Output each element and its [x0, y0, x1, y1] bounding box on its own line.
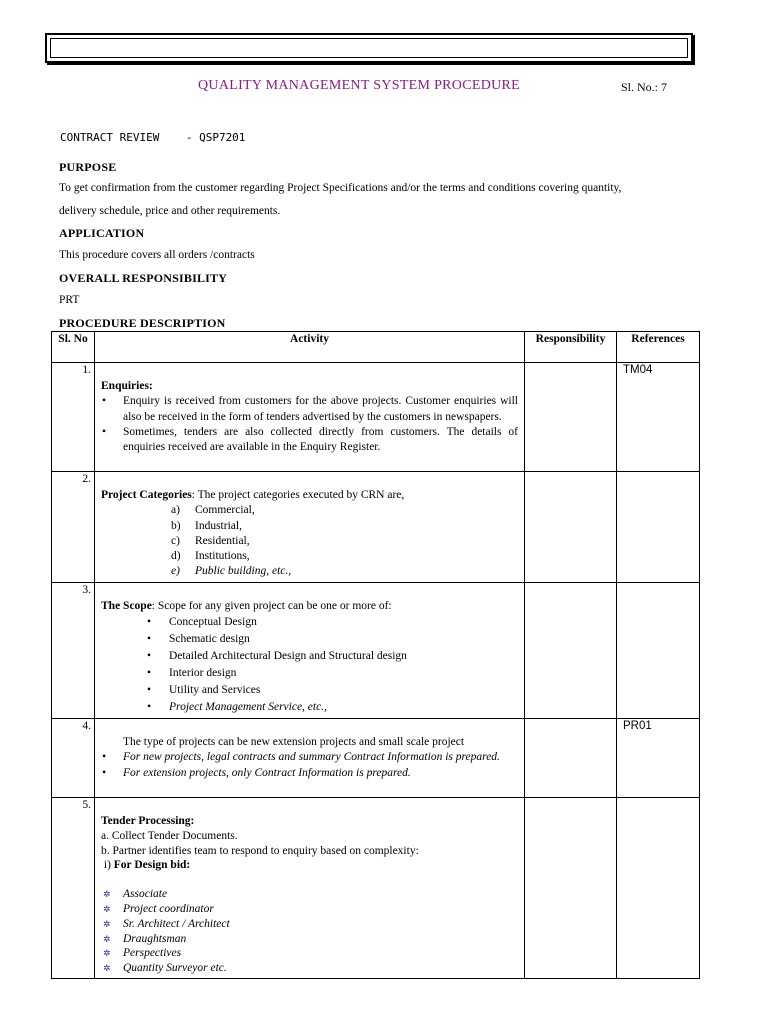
- table-row: [52, 472, 700, 583]
- row-number: 4.: [52, 719, 95, 798]
- list-item: • Project Management Service, etc.,: [101, 699, 518, 716]
- star-bullet-icon: ✲: [103, 963, 111, 974]
- reference-cell: [617, 472, 700, 583]
- col-header-slno: Sl. No: [52, 332, 95, 363]
- list-item: ✲ Sr. Architect / Architect: [103, 917, 230, 930]
- categories-title: Project Categories: [101, 489, 192, 501]
- list-item: ✲ Associate: [103, 888, 168, 901]
- list-item: ✲ Perspectives: [103, 947, 182, 960]
- responsibility-cell: [525, 798, 617, 979]
- reference-cell: TM04: [617, 363, 700, 472]
- list-item: ✲ Quantity Surveyor etc.: [103, 962, 227, 975]
- col-header-activity: Activity: [95, 332, 525, 363]
- list-item: d) Institutions,: [171, 550, 250, 563]
- enquiries-title: Enquiries:: [101, 380, 153, 392]
- row-number: 2.: [52, 472, 95, 583]
- activity-cell: [95, 719, 525, 798]
- categories-intro: : The project categories executed by CRN are,: [191, 489, 405, 501]
- tender-title: Tender Processing:: [101, 815, 195, 828]
- list-item: • Schematic design: [101, 631, 518, 648]
- reference-cell: [617, 582, 700, 718]
- responsibility-cell: [525, 472, 617, 583]
- purpose-heading: PURPOSE: [59, 160, 117, 174]
- star-bullet-icon: ✲: [103, 948, 111, 959]
- list-item: • Conceptual Design: [101, 614, 518, 631]
- procedure-code: CONTRACT REVIEW - QSP7201: [60, 131, 246, 144]
- responsibility-cell: [525, 363, 617, 472]
- responsibility-heading: OVERALL RESPONSIBILITY: [59, 271, 228, 285]
- row-number: 5.: [52, 798, 95, 979]
- responsibility-text: PRT: [59, 294, 80, 306]
- procedure-table: [51, 331, 700, 979]
- activity-cell: [95, 582, 525, 718]
- scope-intro: : Scope for any given project can be one or more of:: [151, 599, 392, 612]
- row-number: 1.: [52, 363, 95, 472]
- table-row: [52, 798, 700, 979]
- purpose-line-1: To get confirmation from the customer regarding Project Specifications and/or the terms and conditions covering quantity,: [59, 182, 622, 194]
- purpose-line-2: delivery schedule, price and other requirements.: [59, 205, 281, 217]
- list-item: ✲ Project coordinator: [103, 903, 214, 916]
- star-bullet-icon: ✲: [103, 904, 111, 915]
- list-item: • Interior design: [101, 665, 518, 682]
- design-bid-line: i) For Design bid:: [103, 859, 191, 872]
- col-header-responsibility: Responsibility: [525, 332, 617, 363]
- list-item: • Detailed Architectural Design and Structural design: [101, 648, 518, 665]
- star-bullet-icon: ✲: [103, 933, 111, 944]
- tender-line-b: b. Partner identifies team to respond to enquiry based on complexity:: [101, 844, 419, 857]
- procedure-heading: PROCEDURE DESCRIPTION: [59, 316, 226, 330]
- list-item: ✲ Draughtsman: [103, 932, 187, 945]
- list-item: • Sometimes, tenders are also collected directly from customers. The details of enquiries received are available in the Enquiry Register.: [101, 425, 518, 456]
- serial-number: Sl. No.: 7: [621, 80, 668, 94]
- list-item: • For extension projects, only Contract Information is prepared.: [101, 766, 518, 781]
- activity-cell: [95, 363, 525, 472]
- list-item: • Enquiry is received from customers for the above projects. Customer enquiries will also be received in the form of tenders advertised by the customers in newspapers.: [101, 394, 518, 425]
- activity-cell: [95, 472, 525, 583]
- list-item: • For new projects, legal contracts and summary Contract Information is prepared.: [101, 750, 518, 765]
- activity-cell: [95, 798, 525, 979]
- list-item: e) Public building, etc.,: [171, 565, 292, 578]
- table-header-row: [52, 332, 700, 363]
- list-item: c) Residential,: [171, 534, 250, 547]
- list-item: • Utility and Services: [101, 682, 518, 699]
- table-row: [52, 582, 700, 718]
- application-heading: APPLICATION: [59, 226, 145, 240]
- application-text: This procedure covers all orders /contracts: [59, 249, 255, 261]
- responsibility-cell: [525, 719, 617, 798]
- project-type-text: The type of projects can be new extension projects and small scale project: [123, 736, 465, 749]
- star-bullet-icon: ✲: [103, 889, 111, 900]
- reference-cell: PR01: [617, 719, 700, 798]
- list-item: a) Commercial,: [171, 504, 255, 517]
- header-frame-inner: [50, 38, 688, 58]
- table-row: [52, 719, 700, 798]
- reference-cell: [617, 798, 700, 979]
- scope-title: The Scope: [101, 599, 152, 612]
- table-row: [52, 363, 700, 472]
- list-item: b) Industrial,: [171, 519, 242, 532]
- star-bullet-icon: ✲: [103, 918, 111, 929]
- tender-line-a: a. Collect Tender Documents.: [101, 829, 238, 842]
- col-header-references: References: [617, 332, 700, 363]
- document-title: QUALITY MANAGEMENT SYSTEM PROCEDURE: [198, 78, 521, 93]
- responsibility-cell: [525, 582, 617, 718]
- row-number: 3.: [52, 582, 95, 718]
- header-frame: [45, 33, 693, 63]
